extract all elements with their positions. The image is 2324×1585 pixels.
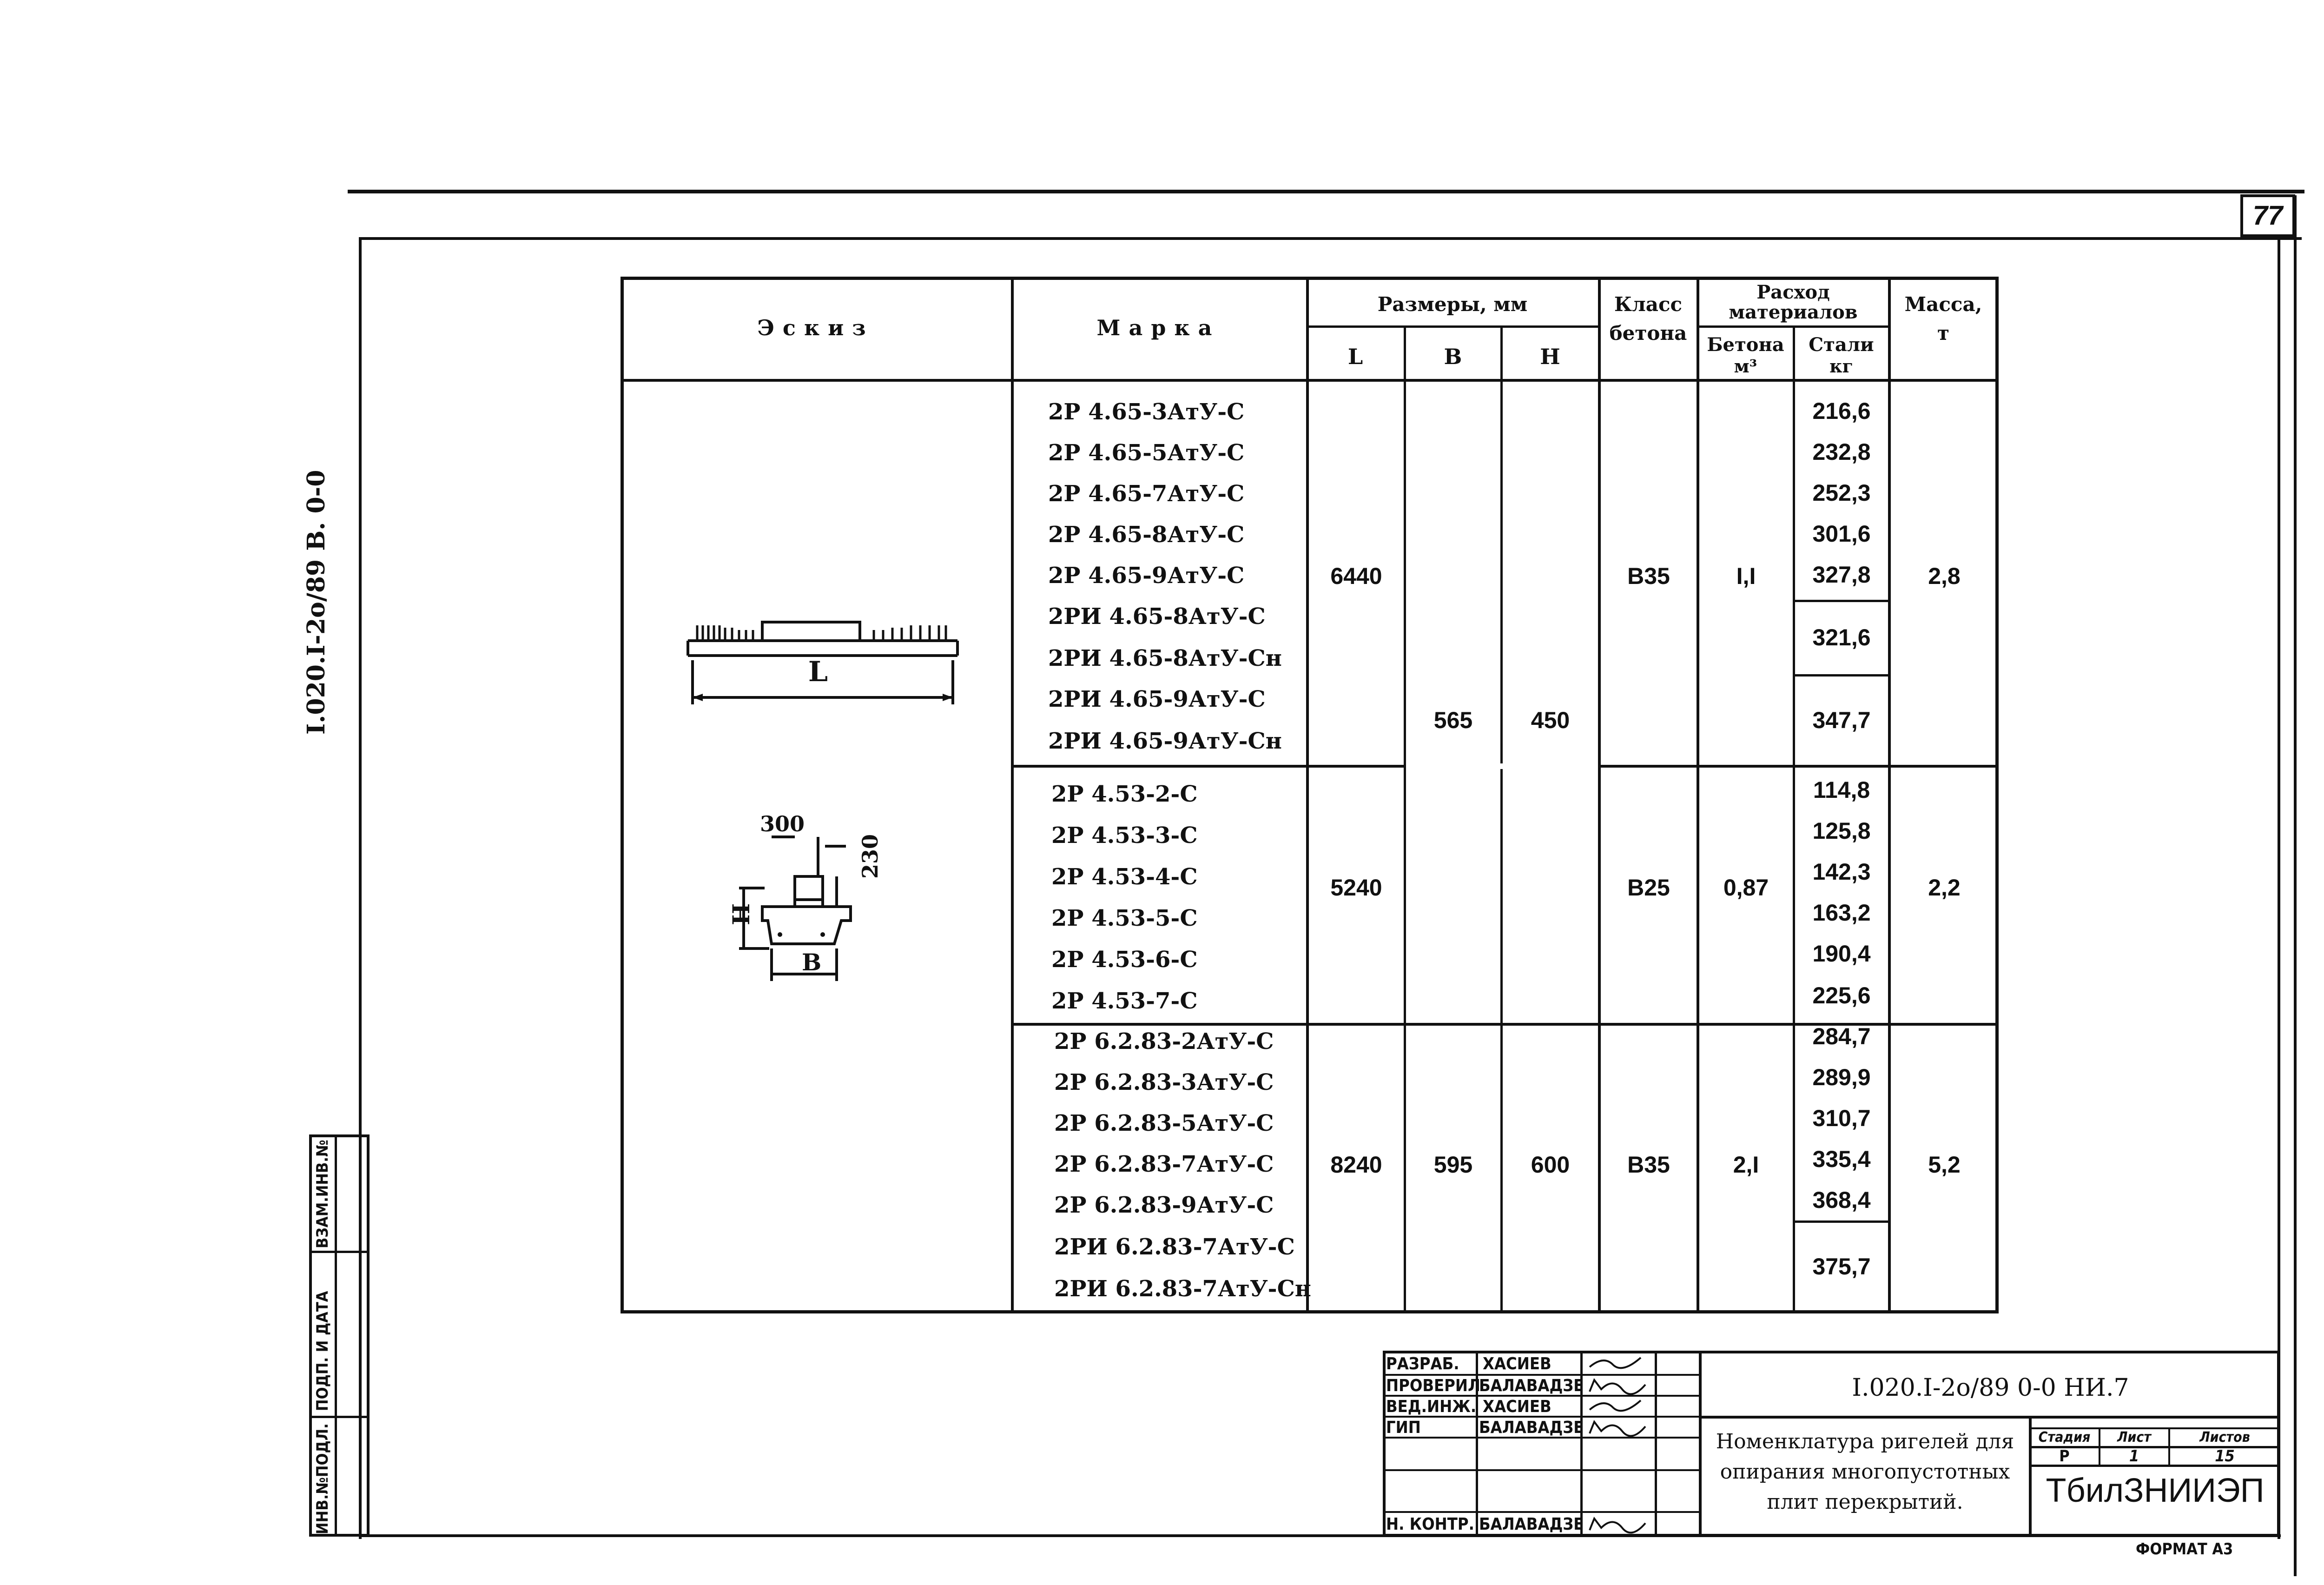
mark-g2-4: 2Р 4.53-6-С [1051, 947, 1198, 973]
tb-name-6: БАЛАВАДЗЕ [1479, 1515, 1584, 1534]
tb-doc-code: I.020.I-2о/89 0-0 НИ.7 [1852, 1374, 2129, 1402]
mark-g1-8: 2РИ 4.65-9АтУ-Сн [1048, 728, 1282, 754]
g2-concrete: 0,87 [1723, 875, 1769, 901]
g2-steel-2: 142,3 [1812, 859, 1871, 885]
header-bottom [621, 379, 1999, 382]
shared-b: 565 [1433, 707, 1473, 733]
tb-name-1: БАЛАВАДЗЕ [1479, 1376, 1584, 1395]
consumption-sub-line [1697, 325, 1889, 328]
g1-steel-5: 321,6 [1812, 624, 1871, 650]
g1-length: 6440 [1330, 563, 1382, 589]
tb-description-1: Номенклатура ригелей для [1716, 1430, 2014, 1453]
header-mass-2: т [1937, 322, 1950, 345]
tb-row-5 [1383, 1469, 1701, 1471]
g1-steel-0: 216,6 [1812, 398, 1871, 424]
g1-mass: 2,8 [1928, 563, 1961, 589]
tb-name-2: ХАСИЕВ [1483, 1397, 1552, 1416]
tb-name-3: БАЛАВАДЗЕ [1479, 1418, 1584, 1437]
page-number: 77 [2252, 200, 2283, 231]
tb-sheet-value: 1 [2129, 1447, 2139, 1466]
mark-g3-4: 2Р 6.2.83-9АтУ-С [1054, 1192, 1274, 1218]
shared-h: 450 [1531, 707, 1570, 733]
sketch-height-top-label: 230 [858, 834, 883, 879]
header-dim-b: B [1444, 344, 1462, 369]
g1-steel-4: 327,8 [1812, 562, 1871, 588]
header-sketch: Эскиз [757, 315, 874, 340]
side-stamp-divider-v [335, 1134, 337, 1537]
g3-steel-3: 335,4 [1812, 1146, 1871, 1172]
g3-mass: 5,2 [1928, 1152, 1961, 1178]
g3-steel-5: 375,7 [1812, 1253, 1871, 1280]
g3-steel-4: 368,4 [1812, 1187, 1871, 1213]
g3-steel-0: 284,7 [1812, 1023, 1871, 1049]
header-concrete-2: м³ [1734, 356, 1757, 377]
mark-g3-6: 2РИ 6.2.83-7АтУ-Сн [1054, 1276, 1311, 1302]
tb-code-bottom [1699, 1416, 2280, 1419]
tb-role-2: ВЕД.ИНЖ. [1386, 1397, 1477, 1416]
format-label: ФОРМАТ А3 [2136, 1540, 2233, 1558]
frame-right [2278, 237, 2280, 1539]
mark-g3-1: 2Р 6.2.83-3АтУ-С [1054, 1069, 1274, 1095]
g2-steel-5: 225,6 [1812, 982, 1871, 1008]
sketch-width-top-label: 300 [760, 811, 805, 836]
tb-description-3: плит перекрытий. [1767, 1490, 1963, 1514]
tb-sheets-value: 15 [2215, 1447, 2235, 1466]
frame-top [359, 237, 2302, 240]
g3-steel-1: 289,9 [1812, 1064, 1871, 1090]
mark-g2-0: 2Р 4.53-2-С [1051, 781, 1198, 807]
g2-steel-4: 190,4 [1812, 941, 1871, 967]
tb-description-2: опирания многопустотных [1720, 1460, 2010, 1484]
header-consumption-1: Расход [1756, 281, 1830, 303]
g2-steel-0: 114,8 [1813, 777, 1870, 803]
signature-3 [1585, 1396, 1650, 1417]
mark-g1-6: 2РИ 4.65-8АтУ-Сн [1048, 645, 1282, 671]
g3-h: 600 [1531, 1152, 1570, 1178]
signature-1 [1585, 1353, 1650, 1374]
g2-steel-1: 125,8 [1812, 818, 1871, 844]
header-dims: Размеры, мм [1377, 293, 1528, 316]
header-class-2: бетона [1609, 322, 1687, 345]
tb-stage-label: Стадия [2038, 1429, 2091, 1446]
g3-concrete: 2,I [1733, 1152, 1759, 1178]
tb-name-0: ХАСИЕВ [1483, 1354, 1552, 1373]
bh-merge-mask [1406, 763, 1598, 769]
mark-g1-3: 2Р 4.65-8АтУ-С [1048, 522, 1245, 548]
mark-g1-4: 2Р 4.65-9АтУ-С [1048, 563, 1245, 589]
g1-class: В35 [1627, 563, 1670, 589]
g3-length: 8240 [1330, 1152, 1382, 1178]
header-steel-2: кг [1829, 356, 1853, 377]
g1-concrete: I,I [1736, 563, 1756, 589]
g1-steel-2: 252,3 [1812, 480, 1871, 506]
side-code: I.020.I-2о/89 В. 0-0 [302, 470, 330, 735]
side-stamp-divider-1 [309, 1251, 370, 1253]
header-consumption-2: материалов [1729, 301, 1858, 323]
mark-g1-0: 2Р 4.65-3АтУ-С [1048, 399, 1245, 425]
mark-g2-1: 2Р 4.53-3-С [1051, 822, 1198, 849]
g2-mass: 2,2 [1928, 875, 1961, 901]
tb-role-0: РАЗРАБ. [1386, 1354, 1459, 1373]
steel-sep-g3 [1793, 1220, 1890, 1223]
tb-role-3: ГИП [1386, 1418, 1421, 1437]
mark-g2-3: 2Р 4.53-5-С [1051, 905, 1198, 931]
tb-organization: ТбилЗНИИЭП [2046, 1472, 2265, 1509]
top-rule [348, 190, 2304, 193]
tb-role-6: Н. КОНТР. [1386, 1515, 1474, 1534]
tb-role-1: ПРОВЕРИЛ [1386, 1376, 1480, 1395]
side-stamp-sign: ПОДП. И ДАТА [313, 1291, 332, 1411]
col-line-sketch [1011, 277, 1014, 1313]
sketch-width-label: B [802, 948, 822, 976]
steel-sep-g1b [1793, 674, 1890, 676]
tb-sheets-label: Листов [2199, 1429, 2250, 1446]
g3-class: В35 [1627, 1152, 1670, 1178]
g3-steel-2: 310,7 [1812, 1105, 1871, 1131]
dims-sub-line [1306, 325, 1599, 328]
header-mark: Марка [1096, 315, 1221, 340]
signature-5 [1585, 1514, 1650, 1535]
mark-g1-2: 2Р 4.65-7АтУ-С [1048, 481, 1245, 507]
mark-g2-2: 2Р 4.53-4-С [1051, 864, 1198, 890]
header-dim-l: L [1347, 344, 1363, 369]
header-class-1: Класс [1614, 293, 1683, 316]
signature-2 [1585, 1375, 1650, 1396]
tb-row-1 [1383, 1374, 1701, 1376]
mark-g1-7: 2РИ 4.65-9АтУ-С [1048, 686, 1266, 712]
mark-g1-5: 2РИ 4.65-8АтУ-С [1048, 603, 1266, 630]
g2-length: 5240 [1330, 875, 1382, 901]
side-stamp-vzam: ВЗАМ.ИНВ.№ [313, 1140, 332, 1248]
tb-stage-value: Р [2059, 1447, 2070, 1466]
header-dim-h: H [1540, 344, 1560, 369]
g3-b: 595 [1433, 1152, 1473, 1178]
mark-g3-0: 2Р 6.2.83-2АтУ-С [1054, 1028, 1274, 1054]
mark-g3-5: 2РИ 6.2.83-7АтУ-С [1054, 1234, 1295, 1260]
g1-steel-6: 347,7 [1812, 707, 1871, 733]
g1-steel-3: 301,6 [1812, 521, 1871, 547]
steel-sep-g1a [1793, 600, 1890, 602]
header-concrete-1: Бетона [1707, 334, 1784, 356]
signature-4 [1585, 1417, 1650, 1438]
sketch-length-label: L [808, 656, 828, 688]
tb-col-3 [1655, 1351, 1657, 1537]
mark-g3-3: 2Р 6.2.83-7АтУ-С [1054, 1151, 1274, 1177]
side-stamp-divider-2 [309, 1416, 370, 1418]
mark-g2-5: 2Р 4.53-7-С [1051, 988, 1198, 1014]
tb-row-6 [1383, 1511, 1701, 1513]
header-mass-1: Масса, [1904, 293, 1982, 316]
g1-steel-1: 232,8 [1812, 439, 1871, 465]
side-stamp-inv: ИНВ.№ПОДЛ. [313, 1423, 332, 1534]
header-steel-1: Стали [1809, 334, 1874, 356]
tb-sheet-label: Лист [2117, 1429, 2151, 1446]
mark-g3-2: 2Р 6.2.83-5АтУ-С [1054, 1110, 1274, 1136]
mark-g1-1: 2Р 4.65-5АтУ-С [1048, 440, 1245, 466]
g2-class: В25 [1627, 875, 1670, 901]
sketch-height-label: H [727, 903, 755, 925]
frame-right-outer [2294, 195, 2297, 1576]
g2-steel-3: 163,2 [1812, 900, 1871, 926]
